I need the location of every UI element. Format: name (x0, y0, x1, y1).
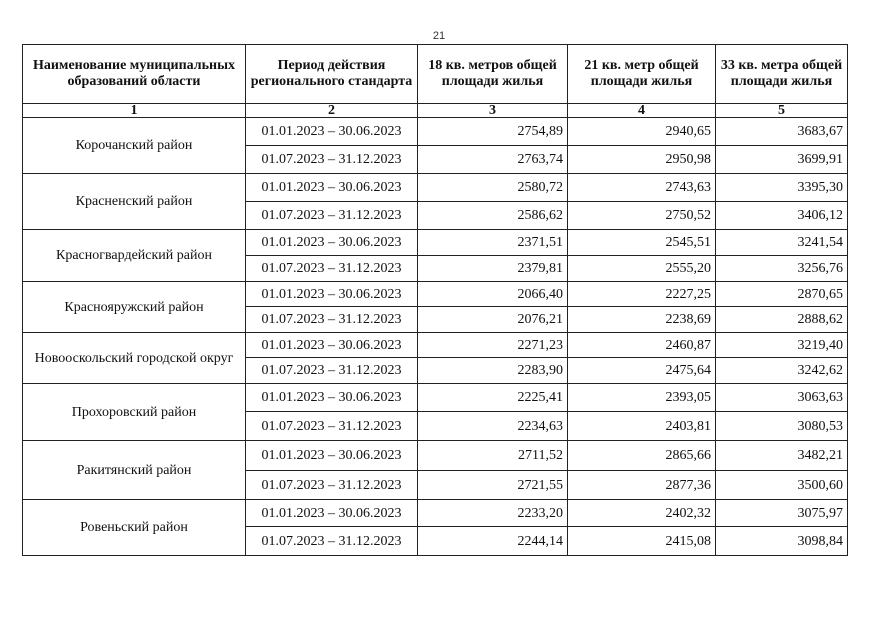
cost-21sqm-cell: 2545,51 (568, 230, 716, 256)
period-cell: 01.07.2023 – 31.12.2023 (246, 256, 418, 282)
period-cell: 01.01.2023 – 30.06.2023 (246, 384, 418, 412)
cost-18sqm-cell: 2066,40 (418, 282, 568, 307)
cost-21sqm-cell: 2950,98 (568, 146, 716, 174)
table-row (23, 118, 848, 146)
column-number: 4 (568, 104, 716, 118)
period-cell: 01.01.2023 – 30.06.2023 (246, 333, 418, 358)
column-number: 2 (246, 104, 418, 118)
cost-18sqm-cell: 2580,72 (418, 174, 568, 202)
column-number: 3 (418, 104, 568, 118)
cost-33sqm-cell: 3219,40 (716, 333, 848, 358)
period-cell: 01.07.2023 – 31.12.2023 (246, 358, 418, 384)
column-header-21sqm: 21 кв. метр общей площади жилья (568, 45, 716, 104)
period-cell: 01.07.2023 – 31.12.2023 (246, 307, 418, 333)
municipality-name: Краснояружский район (23, 282, 246, 333)
cost-21sqm-cell: 2402,32 (568, 500, 716, 527)
table-body (23, 104, 848, 556)
period-cell: 01.01.2023 – 30.06.2023 (246, 230, 418, 256)
cost-21sqm-cell: 2877,36 (568, 471, 716, 500)
table-row (23, 282, 848, 307)
cost-21sqm-cell: 2403,81 (568, 412, 716, 441)
cost-18sqm-cell: 2244,14 (418, 527, 568, 556)
period-cell: 01.01.2023 – 30.06.2023 (246, 282, 418, 307)
cost-33sqm-cell: 3241,54 (716, 230, 848, 256)
cost-18sqm-cell: 2271,23 (418, 333, 568, 358)
column-header-municipality: Наименование муниципальных образований области (23, 45, 246, 104)
cost-33sqm-cell: 2870,65 (716, 282, 848, 307)
cost-18sqm-cell: 2754,89 (418, 118, 568, 146)
municipality-name: Красненский район (23, 174, 246, 230)
cost-33sqm-cell: 3080,53 (716, 412, 848, 441)
cost-21sqm-cell: 2238,69 (568, 307, 716, 333)
period-cell: 01.01.2023 – 30.06.2023 (246, 441, 418, 471)
cost-18sqm-cell: 2076,21 (418, 307, 568, 333)
cost-33sqm-cell: 3482,21 (716, 441, 848, 471)
cost-21sqm-cell: 2415,08 (568, 527, 716, 556)
column-number-row (23, 104, 848, 118)
table-row (23, 230, 848, 256)
period-cell: 01.07.2023 – 31.12.2023 (246, 146, 418, 174)
municipality-name: Красногвардейский район (23, 230, 246, 282)
cost-21sqm-cell: 2475,64 (568, 358, 716, 384)
period-cell: 01.01.2023 – 30.06.2023 (246, 500, 418, 527)
cost-33sqm-cell: 3683,67 (716, 118, 848, 146)
municipality-name: Прохоровский район (23, 384, 246, 441)
cost-18sqm-cell: 2586,62 (418, 202, 568, 230)
cost-33sqm-cell: 3256,76 (716, 256, 848, 282)
cost-21sqm-cell: 2940,65 (568, 118, 716, 146)
cost-18sqm-cell: 2721,55 (418, 471, 568, 500)
cost-33sqm-cell: 3063,63 (716, 384, 848, 412)
column-header-18sqm: 18 кв. метров общей площади жилья (418, 45, 568, 104)
municipality-name: Новооскольский городской округ (23, 333, 246, 384)
column-header-33sqm: 33 кв. метра общей площади жилья (716, 45, 848, 104)
table-row (23, 500, 848, 527)
header-row (23, 45, 848, 104)
cost-33sqm-cell: 3242,62 (716, 358, 848, 384)
period-cell: 01.07.2023 – 31.12.2023 (246, 527, 418, 556)
cost-33sqm-cell: 3075,97 (716, 500, 848, 527)
period-cell: 01.07.2023 – 31.12.2023 (246, 471, 418, 500)
housing-cost-table (22, 44, 848, 556)
cost-21sqm-cell: 2227,25 (568, 282, 716, 307)
cost-21sqm-cell: 2743,63 (568, 174, 716, 202)
cost-18sqm-cell: 2711,52 (418, 441, 568, 471)
page-number: 21 (432, 30, 446, 42)
table-row (23, 174, 848, 202)
table-row (23, 333, 848, 358)
cost-18sqm-cell: 2225,41 (418, 384, 568, 412)
cost-33sqm-cell: 3699,91 (716, 146, 848, 174)
period-cell: 01.01.2023 – 30.06.2023 (246, 118, 418, 146)
cost-21sqm-cell: 2555,20 (568, 256, 716, 282)
table-row (23, 441, 848, 471)
cost-33sqm-cell: 3395,30 (716, 174, 848, 202)
table-row (23, 384, 848, 412)
cost-18sqm-cell: 2283,90 (418, 358, 568, 384)
cost-21sqm-cell: 2865,66 (568, 441, 716, 471)
cost-18sqm-cell: 2763,74 (418, 146, 568, 174)
cost-33sqm-cell: 2888,62 (716, 307, 848, 333)
cost-21sqm-cell: 2460,87 (568, 333, 716, 358)
period-cell: 01.07.2023 – 31.12.2023 (246, 412, 418, 441)
cost-18sqm-cell: 2379,81 (418, 256, 568, 282)
cost-18sqm-cell: 2233,20 (418, 500, 568, 527)
cost-33sqm-cell: 3098,84 (716, 527, 848, 556)
municipality-name: Ровеньский район (23, 500, 246, 556)
cost-33sqm-cell: 3500,60 (716, 471, 848, 500)
cost-21sqm-cell: 2393,05 (568, 384, 716, 412)
column-header-period: Период действия регионального стандарта (246, 45, 418, 104)
column-number: 1 (23, 104, 246, 118)
cost-18sqm-cell: 2371,51 (418, 230, 568, 256)
cost-21sqm-cell: 2750,52 (568, 202, 716, 230)
column-number: 5 (716, 104, 848, 118)
period-cell: 01.01.2023 – 30.06.2023 (246, 174, 418, 202)
cost-33sqm-cell: 3406,12 (716, 202, 848, 230)
cost-18sqm-cell: 2234,63 (418, 412, 568, 441)
municipality-name: Ракитянский район (23, 441, 246, 500)
period-cell: 01.07.2023 – 31.12.2023 (246, 202, 418, 230)
municipality-name: Корочанский район (23, 118, 246, 174)
